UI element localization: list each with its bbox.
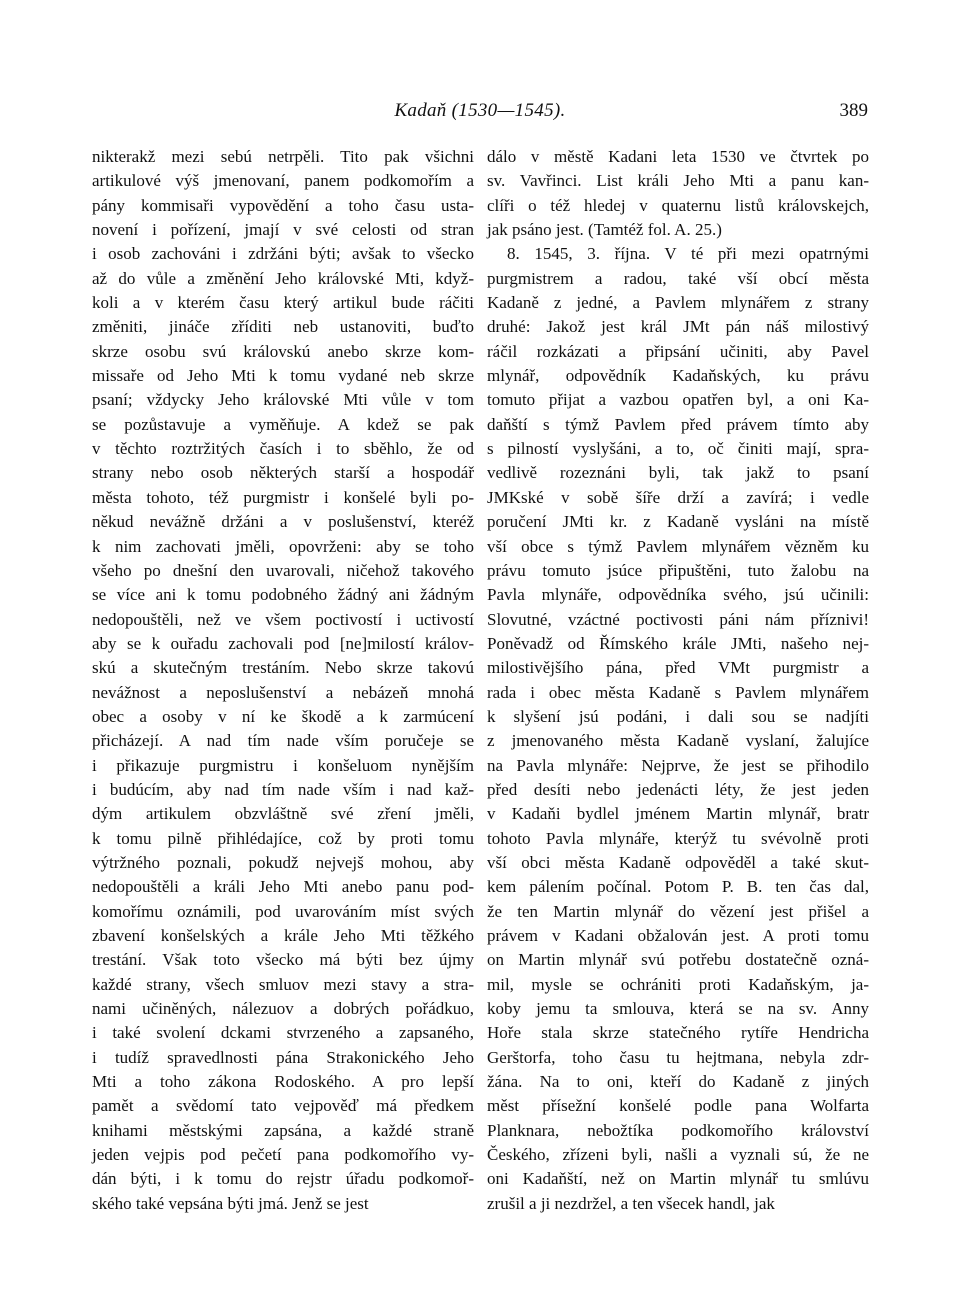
text-line: mil, mysle se ochrániti proti Kadaňským, ja-	[487, 974, 869, 994]
text-line: všeho po dnešní den uvarovali, ničehož takového	[92, 560, 474, 580]
text-line: výtržného poznali, pokudž nejvejš mohou, aby	[92, 852, 474, 872]
text-line: Mti a toho zákona Rodoského. A pro lepší	[92, 1072, 474, 1092]
text-line: z jmenovaného města Kadaně vyslaní, žalujíce	[487, 731, 869, 751]
text-line: ského také vepsána býti jmá. Jenž se jest	[92, 1193, 369, 1213]
text-line: dálo v městě Kadani leta 1530 ve čtvrtek po	[487, 147, 869, 166]
text-line: nedopouštěli a králi Jeho Mti anebo panu pod-	[92, 877, 474, 897]
text-line: nami učiněných, nálezuov a dobrých pořádkuo,	[92, 999, 474, 1019]
text-line: poručení JMti kr. z Kadaně vysláni na místě	[487, 512, 869, 532]
text-line: v těchto roztržitých časích i to sběhlo, že od	[92, 439, 474, 459]
text-line: k tomu pilně přihlédajíce, což by proti tomu	[92, 828, 474, 848]
text-line: Kadaně z jedné, a Pavlem mlynářem z strany	[487, 293, 869, 313]
text-line: on Martin mlynář svú potřebu dostatečně ozná-	[487, 950, 869, 970]
text-line: knihami městskými zapsána, a každé straně	[92, 1120, 474, 1140]
text-line: dán býti, i k tomu do rejstr úřadu podkomoř-	[92, 1169, 474, 1189]
text-line: missaře od Jeho Mti k tomu vydané neb skrze	[92, 366, 474, 386]
text-line: v Kadaňi bydlel jménem Martin mlynář, bratr	[487, 804, 869, 824]
text-line: artikulové výš jmenovaní, panem podkomořím a	[92, 171, 474, 191]
text-line: ráčil rozkázati a připsání učiniti, aby Pavel	[487, 341, 869, 361]
text-line: i také svolení dckami stvrzeného a zapsaného,	[92, 1023, 474, 1043]
text-line: nedopouštěli, než ve všem poctivostí i uctivostí	[92, 609, 474, 629]
left-text-column	[92, 145, 474, 1216]
text-line: Slovutné, vzáctné poctivosti páni nám příznivi!	[487, 609, 869, 629]
text-line: komořímu oznámili, pod uvarováním míst svých	[92, 901, 474, 921]
text-line: skú a skutečným trestáním. Nebo skrze takovú	[92, 658, 474, 678]
text-line: Hoře stala skrze statečného rytíře Hendricha	[487, 1023, 869, 1043]
text-line: i budúcím, aby nad tím nade vším i nad kaž-	[92, 779, 474, 799]
text-line: každé strany, všech smluov mezi stavy a stra-	[92, 974, 474, 994]
text-line: se více ani k tomu podobného žádný ani žádným	[92, 585, 474, 605]
text-line: koby jemu ta smlouva, která se na sv. Anny	[487, 999, 869, 1019]
text-line: žána. Na to oni, kteří do Kadaně z jiných	[487, 1072, 869, 1092]
text-line: jak psáno jest. (Tamtéž fol. A. 25.)	[487, 220, 722, 240]
text-line: k nim zachovati jměli, opovrženi: aby se toho	[92, 536, 474, 556]
text-line: nevážnost a neposlušenství a nebázeň mnohá	[92, 682, 474, 702]
text-line: kem pálením počínal. Potom P. B. ten čas dal,	[487, 877, 869, 897]
text-line: rada i obec města Kadaně s Pavlem mlynářem	[487, 682, 869, 702]
text-line: až do vůle a změnění Jeho královské Mti, když-	[92, 268, 474, 288]
text-line: mlynář, odpovědník Kadaňských, ku právu	[487, 366, 869, 386]
text-line: Pavla mlynáře, odpovědníka svého, jsú učinili:	[487, 585, 869, 605]
text-line: obec a osoby v ní ke škodě a k zarmúcení	[92, 706, 474, 726]
text-line: se pozůstavuje a vyměňuje. A kdež se pak	[92, 414, 474, 434]
text-line: že ten Martin mlynář do vězení jest přišel a	[487, 901, 869, 921]
text-line: tomuto přijat a vazbou opatřen byl, a oni Ka-	[487, 390, 869, 410]
text-line: s pilností vyslyšáni, a to, oč činiti mají, spra-	[487, 439, 869, 459]
text-line: oni Kadaňští, než on Martin mlynář tu smlúvu	[487, 1169, 869, 1189]
text-line: tohoto Pavla mlynáře, kterýž tu svévolně proti	[487, 828, 869, 848]
text-line: i přikazuje purgmistru i konšeluom nynějším	[92, 755, 474, 775]
text-line: purgmistrem a radou, také vší obcí města	[487, 268, 869, 288]
text-line: i tudíž spravedlnosti pána Strakonického Jeho	[92, 1047, 474, 1067]
text-line: Gerštorfa, toho času tu hejtmana, nebyla zdr-	[487, 1047, 869, 1067]
text-line: pamět a svědomí tato vejpověď má předkem	[92, 1096, 474, 1116]
text-line: jeden vejpis pod pečetí pana podkomořího vy-	[92, 1145, 474, 1165]
text-line: sv. Vavřinci. List králi Jeho Mti a panu kan-	[487, 171, 869, 191]
text-line: někud nevážně držáni a v poslušenství, kteréž	[92, 512, 474, 532]
text-line: měst přísežní konšelé podle pana Wolfarta	[487, 1096, 869, 1116]
text-line: Poněvadž od Římského krále JMti, našeho nej-	[487, 633, 869, 653]
text-line: 8. 1545, 3. října. V té při mezi opatrnými	[507, 244, 869, 264]
text-line: novení i pořízení, jmají v své celosti od stran	[92, 220, 474, 240]
text-line: pány kommisaři vypovědění a toho času usta-	[92, 195, 474, 215]
text-line: daňští s týmž Pavlem před právem tímto aby	[487, 414, 869, 434]
text-line: skrze osobu svú královskú anebo skrze kom-	[92, 341, 474, 361]
text-line: na Pavla mlynáře: Nejprve, že jest se přihodilo	[487, 755, 869, 775]
text-line: právem v Kadani obžalován jest. A proti tomu	[487, 926, 869, 945]
text-line: strany nebo osob některých starší a hospodář	[92, 463, 474, 483]
text-line: vší obci města Kadaně odpověděl a také skut-	[487, 852, 869, 872]
text-line: města tohoto, též purgmistr i konšelé byli po-	[92, 487, 474, 507]
right-text-column	[487, 145, 869, 1216]
text-line: JMKské v sobě šíře drží a zavírá; i vedle	[487, 487, 869, 507]
running-title: Kadaň (1530—1545).	[394, 100, 566, 121]
text-line: druhé: Jakož jest král JMt pán náš milostivý	[487, 317, 869, 337]
text-line: milostivějšího pána, před VMt purgmistr a	[487, 658, 869, 678]
text-line: Planknara, nebožtíka podkomořího království	[487, 1120, 869, 1140]
text-line: Českého, zřízeni byli, našli a vyznali sú, že ne	[487, 1145, 869, 1165]
text-line: zbavení konšelských a krále Jeho Mti těžkého	[92, 926, 474, 945]
text-line: vší obce s týmž Pavlem mlynářem vězněm ku	[487, 536, 869, 556]
text-line: clíři o též hledej v quaternu listů královskejch,	[487, 195, 869, 215]
text-line: koli a v kterém času který artikul bude ráčiti	[92, 293, 474, 313]
text-line: změniti, jináče zříditi neb ustanoviti, buďto	[92, 317, 474, 337]
text-line: aby se k ouřadu zachovali pod [ne]milostí králov-	[92, 633, 474, 653]
text-line: k slyšení jsú podáni, i dali sou se nadjíti	[487, 706, 869, 726]
text-line: před desíti nebo jedenácti léty, že jest jeden	[487, 779, 869, 799]
text-line: právu tomuto jsúce připuštěni, tuto žalobu na	[487, 560, 869, 580]
text-line: psaní; vždycky Jeho královské Mti vůle v tom	[92, 390, 474, 410]
text-line: vedlivě rozeznáni byli, tak jakž to psaní	[487, 463, 869, 483]
text-line: zrušil a ji nezdržel, a ten všecek handl, jak	[487, 1193, 775, 1213]
page-header	[92, 100, 868, 130]
text-line: přicházejí. A nad tím nade vším poručeje se	[92, 731, 474, 751]
text-line: nikterakž mezi sebú netrpěli. Tito pak všichni	[92, 147, 474, 166]
text-line: i osob zachováni i zdržáni býti; avšak to všecko	[92, 244, 474, 264]
page-number: 389	[839, 100, 868, 121]
text-line: trestání. Však toto všecko má býti bez újmy	[92, 950, 474, 970]
text-line: dým artikulem obzvláštně své zření jměli,	[92, 804, 474, 824]
